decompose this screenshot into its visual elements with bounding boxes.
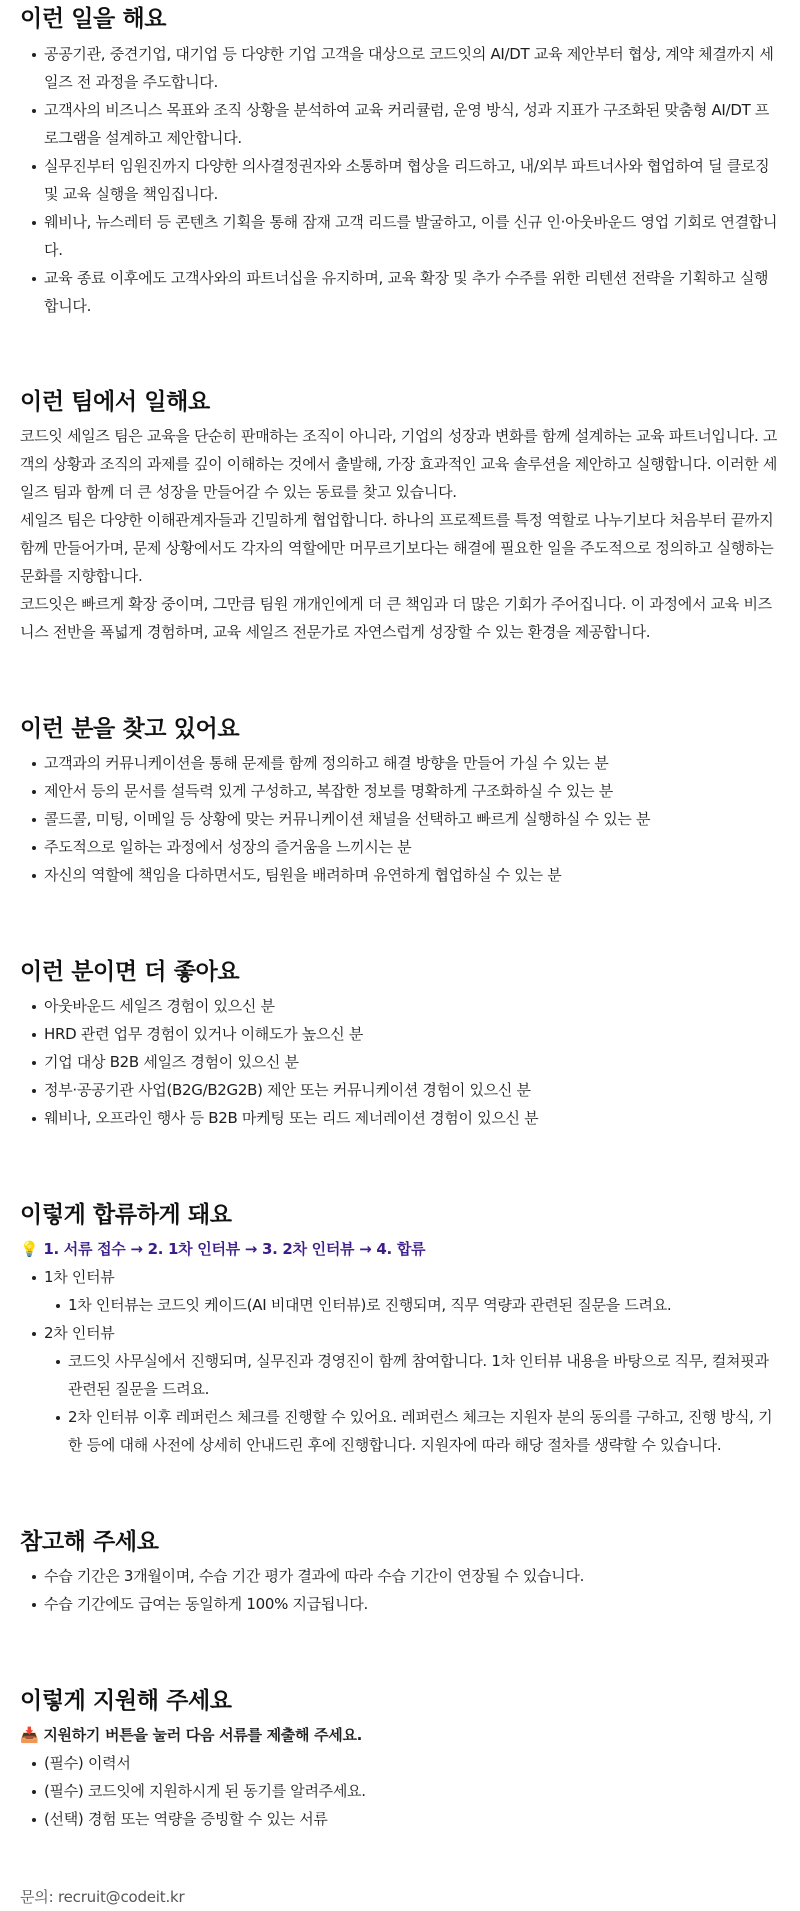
list-item: (필수) 코드잇에 지원하시게 된 동기를 알려주세요. <box>20 1777 780 1805</box>
list-item: 웨비나, 뉴스레터 등 콘텐츠 기획을 통해 잠재 고객 리드를 발굴하고, 이를 신규 인·아웃바운드 영업 기회로 연결합니다. <box>20 208 780 264</box>
section-team <box>20 383 780 646</box>
list-item: 실무진부터 임원진까지 다양한 의사결정권자와 소통하며 협상을 리드하고, 내/외부 파트너사와 협업하여 딜 클로징 및 교육 실행을 책임집니다. <box>20 152 780 208</box>
list-item: 기업 대상 B2B 세일즈 경험이 있으신 분 <box>20 1048 780 1076</box>
section-process <box>20 1196 780 1459</box>
section-title: 이렇게 지원해 주세요 <box>20 1688 232 1714</box>
sub-list-item: 1차 인터뷰는 코드잇 케이드(AI 비대면 인터뷰)로 진행되며, 직무 역량과 관련된 질문을 드려요. <box>20 1291 780 1319</box>
section-title: 이런 일을 해요 <box>20 6 167 32</box>
inbox-tray-icon: 📥 <box>20 1726 39 1744</box>
section-title: 이런 분이면 더 좋아요 <box>20 959 240 985</box>
contact-email: 문의: recruit@codeit.kr <box>20 1888 185 1906</box>
section-title: 참고해 주세요 <box>20 1529 159 1555</box>
section-title: 이런 분을 찾고 있어요 <box>20 716 240 742</box>
list-item: 공공기관, 중견기업, 대기업 등 다양한 기업 고객을 대상으로 코드잇의 AI/DT 교육 제안부터 협상, 계약 체결까지 세일즈 전 과정을 주도합니다. <box>20 40 780 96</box>
list-item: 고객사의 비즈니스 목표와 조직 상황을 분석하여 교육 커리큘럼, 운영 방식, 성과 지표가 구조화된 맞춤형 AI/DT 프로그램을 설계하고 제안합니다. <box>20 96 780 152</box>
list-item: (선택) 경험 또는 역량을 증빙할 수 있는 서류 <box>20 1805 780 1833</box>
section-requirements <box>20 710 780 889</box>
hiring-process <box>20 1235 780 1263</box>
list-item: 제안서 등의 문서를 설득력 있게 구성하고, 복잡한 정보를 명확하게 구조화하실 수 있는 분 <box>20 777 780 805</box>
section-preferred <box>20 953 780 1132</box>
list-item: 아웃바운드 세일즈 경험이 있으신 분 <box>20 992 780 1020</box>
sub-list-item: 2차 인터뷰 이후 레퍼런스 체크를 진행할 수 있어요. 레퍼런스 체크는 지원자 분의 동의를 구하고, 진행 방식, 기한 등에 대해 사전에 상세히 안내드린 후에 진행합니다. 지원자에 따라 해당 절차를 생략할 수 있습니다. <box>20 1403 780 1459</box>
requirement-list <box>20 749 780 889</box>
list-item: 웨비나, 오프라인 행사 등 B2B 마케팅 또는 리드 제너레이션 경험이 있으신 분 <box>20 1104 780 1132</box>
notes-list <box>20 1562 780 1618</box>
step-label: 1차 인터뷰 <box>44 1268 115 1286</box>
documents-list <box>20 1749 780 1833</box>
list-item: 수습 기간에도 급여는 동일하게 100% 지급됩니다. <box>20 1590 780 1618</box>
team-paragraph: 코드잇은 빠르게 확장 중이며, 그만큼 팀원 개개인에게 더 큰 책임과 더 많은 기회가 주어집니다. 이 과정에서 교육 비즈니스 전반을 폭넓게 경험하며, 교육 세일즈 전문가로 자연스럽게 성장할 수 있는 환경을 제공합니다. <box>20 595 772 641</box>
section-title: 이렇게 합류하게 돼요 <box>20 1202 232 1228</box>
list-item <box>20 1263 780 1319</box>
sub-list <box>20 1291 780 1319</box>
preferred-list <box>20 992 780 1132</box>
list-item: 고객과의 커뮤니케이션을 통해 문제를 함께 정의하고 해결 방향을 만들어 가실 수 있는 분 <box>20 749 780 777</box>
sub-list-item: 코드잇 사무실에서 진행되며, 실무진과 경영진이 함께 참여합니다. 1차 인터뷰 내용을 바탕으로 직무, 컬쳐핏과 관련된 질문을 드려요. <box>20 1347 780 1403</box>
list-item: (필수) 이력서 <box>20 1749 780 1777</box>
section-title: 이런 팀에서 일해요 <box>20 389 210 415</box>
team-paragraph: 세일즈 팀은 다양한 이해관계자들과 긴밀하게 협업합니다. 하나의 프로젝트를 특정 역할로 나누기보다 처음부터 끝까지 함께 만들어가며, 문제 상황에서도 각자의 역할에만 머무르기보다는 해결에 필요한 일을 주도적으로 정의하고 실행하는 문화를 지향합니다. <box>20 511 774 585</box>
list-item: 수습 기간은 3개월이며, 수습 기간 평가 결과에 따라 수습 기간이 연장될 수 있습니다. <box>20 1562 780 1590</box>
apply-note <box>20 1721 780 1749</box>
list-item: 자신의 역할에 책임을 다하면서도, 팀원을 배려하며 유연하게 협업하실 수 있는 분 <box>20 861 780 889</box>
list-item: 교육 종료 이후에도 고객사와의 파트너십을 유지하며, 교육 확장 및 추가 수주를 위한 리텐션 전략을 기획하고 실행합니다. <box>20 264 780 320</box>
lightbulb-icon: 💡 <box>20 1240 39 1258</box>
section-notes <box>20 1523 780 1618</box>
interview-list <box>20 1263 780 1459</box>
responsibility-list <box>20 40 780 320</box>
team-paragraph: 코드잇 세일즈 팀은 교육을 단순히 판매하는 조직이 아니라, 기업의 성장과 변화를 함께 설계하는 교육 파트너입니다. 고객의 상황과 조직의 과제를 깊이 이해하는 것에서 출발해, 가장 효과적인 교육 솔루션을 제안하고 실행합니다. 이러한 세일즈 팀과 함께 더 큰 성장을 만들어갈 수 있는 동료를 찾고 있습니다. <box>20 427 778 501</box>
list-item: 주도적으로 일하는 과정에서 성장의 즐거움을 느끼시는 분 <box>20 833 780 861</box>
step-label: 2차 인터뷰 <box>44 1324 115 1342</box>
sub-list <box>20 1347 780 1459</box>
list-item <box>20 1319 780 1459</box>
section-apply <box>20 1682 780 1833</box>
apply-note-text: 지원하기 버튼을 눌러 다음 서류를 제출해 주세요. <box>43 1726 363 1744</box>
list-item: 콜드콜, 미팅, 이메일 등 상황에 맞는 커뮤니케이션 채널을 선택하고 빠르게 실행하실 수 있는 분 <box>20 805 780 833</box>
list-item: HRD 관련 업무 경험이 있거나 이해도가 높으신 분 <box>20 1020 780 1048</box>
section-responsibilities <box>20 0 780 320</box>
process-steps: 1. 서류 접수 → 2. 1차 인터뷰 → 3. 2차 인터뷰 → 4. 합류 <box>43 1240 426 1258</box>
list-item: 정부·공공기관 사업(B2G/B2G2B) 제안 또는 커뮤니케이션 경험이 있으신 분 <box>20 1076 780 1104</box>
